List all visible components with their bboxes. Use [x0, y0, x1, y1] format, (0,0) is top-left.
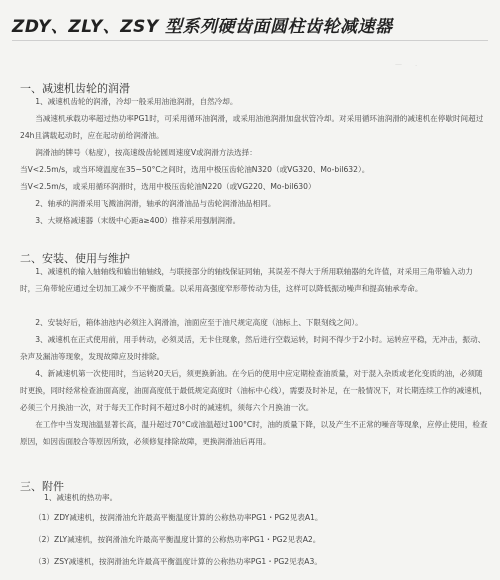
title-divider	[12, 40, 488, 41]
section-heading-lubrication: 一、减速机齿轮的润滑	[20, 82, 130, 95]
paragraph: 2、安装好后，箱体油池内必须注入润滑油，油面应至于油尺规定高度（油标上、下限刻线之间）。	[35, 318, 363, 327]
paragraph: 2、轴承的润滑采用飞溅油润滑，轴承的润滑油品与齿轮润滑油品相同。	[35, 199, 276, 208]
page-title: ZDY、ZLY、ZSY 型系列硬齿面圆柱齿轮减速器	[12, 17, 393, 37]
paragraph: 1、减速机的输入轴轴线和输出轴轴线，与联接部分的轴线保证同轴，其误差不得大于所用联轴器的允许值，对采用三角带输入动力时，三角带轮应通过全切加工减少不平衡质量。以采用高强度窄形带传动为佳，这样可以降低振动噪声和提高轴承寿命。	[20, 267, 473, 293]
paragraph: 4、新减速机第一次使用时，当运转20天后，须更换新油。在今后的使用中应定期检查油质量，对于混入杂质或老化变质的油，必须随时更换，同时经常检查油面高度，油面高度低于最低规定高度时（油标中心线），需要及时补足，在一般情况下，对长期连续工作的减速机，必须三个月换油一次，对于每天工作时间不超过8小时的减速机，须每六个月换油一次。	[20, 369, 488, 412]
list-item: （3）ZSY减速机，按润滑油允许最高平衡温度计算的公称热功率PG1・PG2见表A3。	[34, 557, 322, 566]
paragraph: 当V<2.5m/s，或采用循环润滑时，选用中极压齿轮油N220（或VG220、Mo-bil630）	[20, 182, 316, 191]
paragraph: 润滑油的牌号（粘度），按高速级齿轮圆周速度V或润滑方法选择：	[35, 148, 257, 157]
bleed-through-mark: —	[395, 60, 402, 68]
paragraph: 1、减速机齿轮的润滑，冷却一般采用油池润滑，自然冷却。	[35, 97, 238, 106]
paragraph: 当减速机承载功率超过热功率PG1时，可采用循环油润滑，或采用油池润滑加盘状管冷却。对采用循环油润滑的减速机在停歇时间超过24h且满载起动时，应在起动前给润滑油。	[20, 114, 484, 140]
paragraph: 3、大规格减速器（末级中心距a≥400）推荐采用强制润滑。	[35, 216, 241, 225]
bleed-through-mark: ·	[415, 62, 418, 70]
section-heading-appendix: 三、附件	[20, 480, 64, 493]
list-item: （2）ZLY减速机，按润滑油允许最高平衡温度计算的公称热功率PG1・PG2见表A2。	[34, 535, 321, 544]
section-heading-installation: 二、安装、使用与维护	[20, 252, 130, 265]
paragraph: 1、减速机的热功率。	[44, 493, 118, 502]
list-item: （1）ZDY减速机，按润滑油允许最高平衡温度计算的公称热功率PG1・PG2见表A1。	[34, 513, 323, 522]
paragraph: 3、减速机在正式使用前，用手转动，必须灵活，无卡住现象，然后进行空载运转，时间不得少于2小时。运转应平稳，无冲击，振动、杂声及漏油等现象，发现故障应及时排除。	[20, 335, 486, 361]
paragraph: 当V<2.5m/s，或当环境温度在35~50°C之间时，选用中极压齿轮油N320（或VG320、Mo-bil632）。	[20, 165, 370, 174]
paragraph: 在工作中当发现油温显著长高，温升超过70°C或油温超过100°C时，油的质量下降，以及产生不正常的噪音等现象，应停止使用，检查原因，如因齿面胶合等原因所致，必须修复排除故障，更换润滑油后再用。	[20, 420, 488, 446]
